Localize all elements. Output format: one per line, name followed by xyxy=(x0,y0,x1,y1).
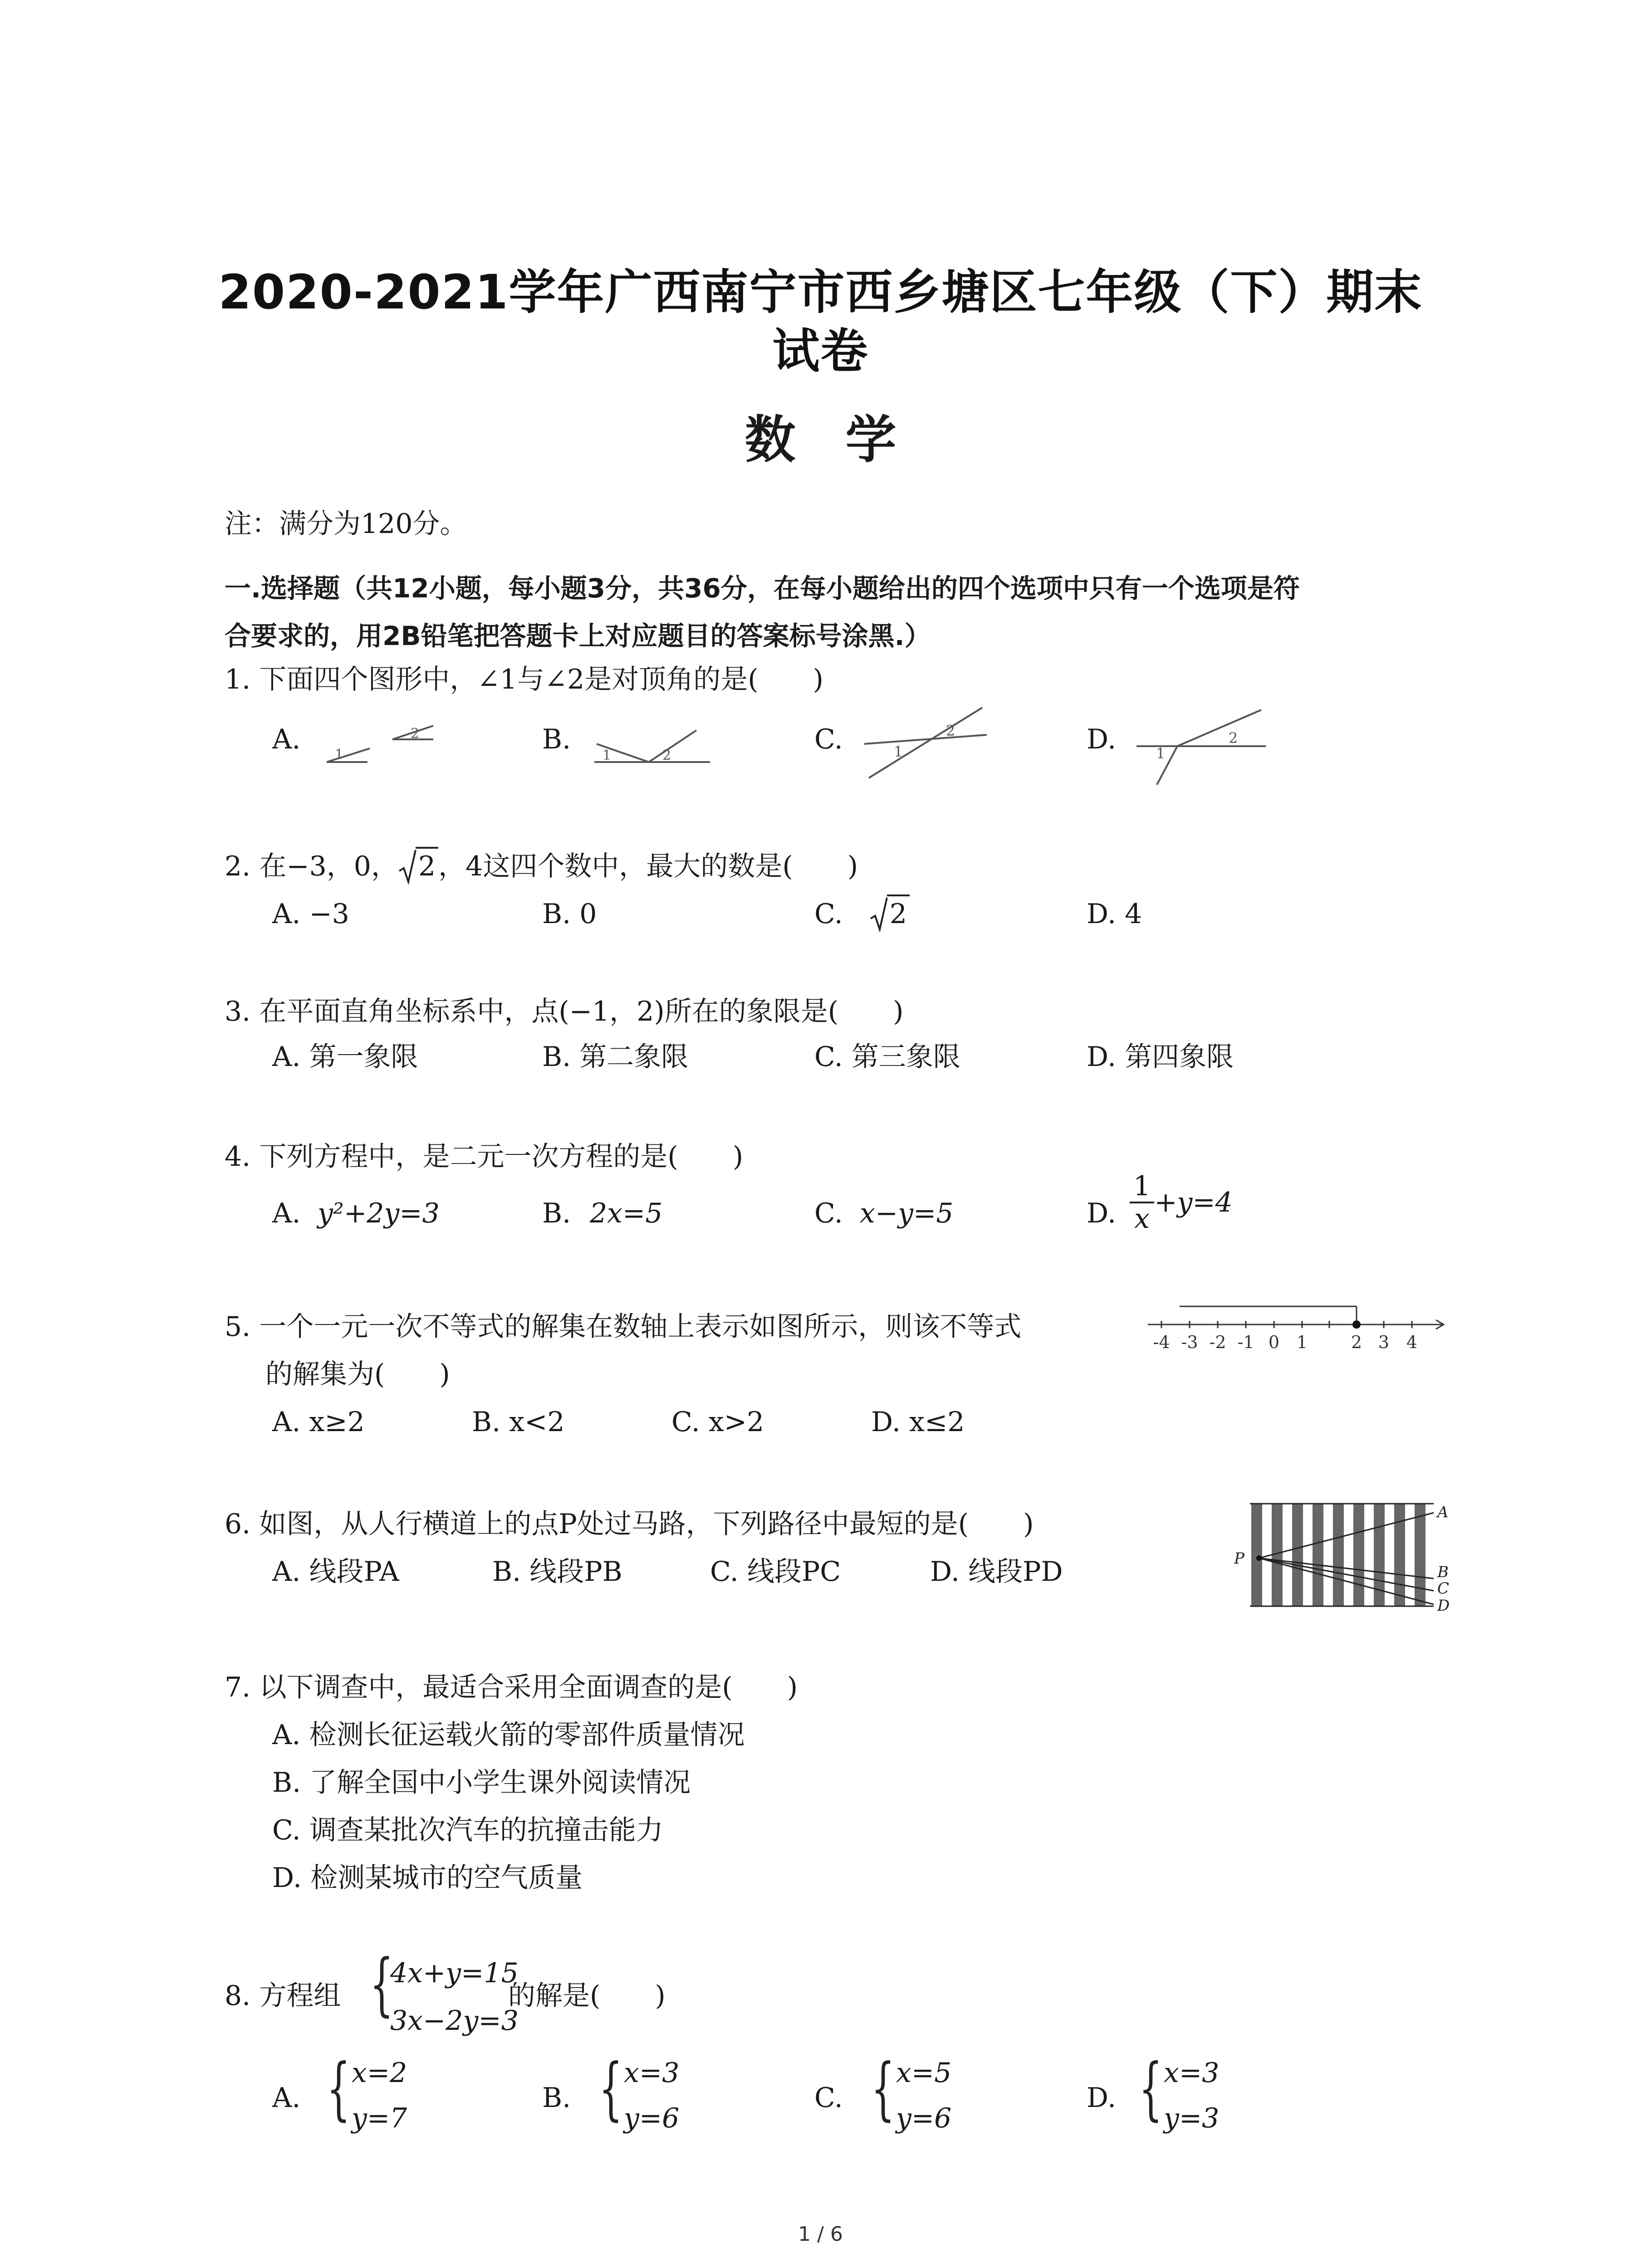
q2-sqrt xyxy=(398,850,438,882)
q8-option-c-brace: { xyxy=(871,2049,895,2128)
q6-label-c: C xyxy=(1437,1579,1450,1598)
q4-option-d-denominator: x xyxy=(1134,1203,1150,1235)
q8-option-b-x: x=3 xyxy=(624,2057,680,2089)
q2-option-a: A. −3 xyxy=(272,898,349,930)
q5-tick-label: 4 xyxy=(1406,1332,1418,1352)
q1-figure-a xyxy=(318,719,445,769)
q1-c-angle2: 2 xyxy=(946,722,955,739)
q4-option-d-fraction xyxy=(1130,1170,1154,1235)
q2-option-d: D. 4 xyxy=(1087,898,1142,930)
q8-option-a-brace: { xyxy=(327,2049,351,2128)
q2-option-c-sqrt xyxy=(870,900,910,928)
q8-option-b-brace: { xyxy=(599,2049,623,2128)
q6-crosswalk-stripe xyxy=(1313,1504,1323,1606)
q3-option-d: D. 第四象限 xyxy=(1087,1041,1234,1073)
q4-option-d-numerator: 1 xyxy=(1130,1173,1154,1203)
q5-tick-label: 1 xyxy=(1296,1332,1308,1352)
q5-tick-label: 3 xyxy=(1378,1332,1390,1352)
q3-option-c: C. 第三象限 xyxy=(814,1041,960,1073)
q8-option-b-label: B. xyxy=(542,2082,571,2114)
page-number: 1 / 6 xyxy=(798,2223,843,2246)
q5-tick-label: -4 xyxy=(1153,1332,1170,1352)
q1-option-d-label: D. xyxy=(1087,723,1117,755)
q1-a-angle2: 2 xyxy=(411,726,420,742)
q4-option-a-expr: y²+2y=3 xyxy=(318,1198,440,1229)
q8-option-d-x: x=3 xyxy=(1164,2057,1220,2089)
exam-title-line1: 2020-2021学年广西南宁市西乡塘区七年级（下）期末 xyxy=(218,264,1423,320)
q8-option-c-label: C. xyxy=(814,2082,843,2114)
q6-crosswalk-stripe xyxy=(1353,1504,1364,1606)
q2-option-c-radicand: 2 xyxy=(887,894,910,930)
q8-option-b-y: y=6 xyxy=(624,2102,680,2134)
q5-stem-line2: 的解集为( ) xyxy=(265,1359,450,1390)
q6-option-a: A. 线段PA xyxy=(272,1556,399,1588)
q4-option-b-expr: 2x=5 xyxy=(590,1198,663,1229)
q6-crosswalk-stripe xyxy=(1394,1504,1405,1606)
q6-label-p: P xyxy=(1234,1549,1244,1568)
q6-label-b: B xyxy=(1437,1563,1449,1581)
q7-option-b: B. 了解全国中小学生课外阅读情况 xyxy=(272,1767,691,1799)
q8-stem-post: 的解是( ) xyxy=(508,1980,666,2012)
q4-option-d-expr xyxy=(1130,1170,1233,1235)
q7-option-c: C. 调查某批次汽车的抗撞击能力 xyxy=(272,1814,663,1846)
q1-b-angle2: 2 xyxy=(662,748,671,763)
q5-number-line xyxy=(1143,1297,1452,1356)
q5-tick-label: -2 xyxy=(1209,1332,1226,1352)
q6-option-b: B. 线段PB xyxy=(492,1556,622,1588)
q2-stem-pre: 2. 在−3，0， xyxy=(225,850,398,882)
q4-option-c-label: C. xyxy=(814,1198,843,1229)
q6-crosswalk-stripe xyxy=(1415,1504,1425,1606)
q8-option-a-y: y=7 xyxy=(352,2102,407,2134)
q1-option-a-label: A. xyxy=(272,723,301,755)
subject-heading: 数学 xyxy=(745,411,946,469)
q5-tick-label: 2 xyxy=(1351,1332,1362,1352)
q8-system-brace: { xyxy=(370,1945,394,2024)
q6-option-d: D. 线段PD xyxy=(930,1556,1063,1588)
q8-option-c-y: y=6 xyxy=(896,2102,952,2134)
q8-option-a-x: x=2 xyxy=(352,2057,407,2089)
q4-option-d-tail: +y=4 xyxy=(1154,1187,1233,1218)
q4-option-d-label: D. xyxy=(1087,1198,1117,1229)
q1-figure-c xyxy=(857,703,994,785)
q6-crosswalk-figure xyxy=(1234,1499,1452,1613)
score-note: 注：满分为120分。 xyxy=(225,508,467,540)
q5-option-d: D. x≤2 xyxy=(871,1406,965,1438)
q5-stem-line1: 5. 一个一元一次不等式的解集在数轴上表示如图所示，则该不等式 xyxy=(225,1311,1022,1343)
q6-option-c: C. 线段PC xyxy=(710,1556,841,1588)
q8-option-c-x: x=5 xyxy=(896,2057,952,2089)
q1-figure-b xyxy=(590,717,717,767)
q4-option-b-label: B. xyxy=(542,1198,571,1229)
q1-d-angle1: 1 xyxy=(1156,745,1166,762)
q8-equation-2: 3x−2y=3 xyxy=(390,2005,519,2037)
q5-option-b: B. x<2 xyxy=(472,1406,565,1438)
q2-option-c-label: C. xyxy=(814,898,843,930)
q1-b-angle1: 1 xyxy=(603,748,612,763)
q6-crosswalk-stripe xyxy=(1333,1504,1344,1606)
q1-stem: 1. 下面四个图形中，∠1与∠2是对顶角的是( ) xyxy=(225,664,824,695)
section1-heading-line1: 一.选择题（共12小题，每小题3分，共36分，在每小题给出的四个选项中只有一个选项是符 xyxy=(225,573,1300,604)
q1-c-angle1: 1 xyxy=(894,743,903,760)
q8-option-d-brace: { xyxy=(1139,2049,1163,2128)
q1-a-angle1: 1 xyxy=(335,747,344,763)
q2-option-b: B. 0 xyxy=(542,898,597,930)
q6-crosswalk-stripe xyxy=(1292,1504,1303,1606)
q5-tick-label: 0 xyxy=(1268,1332,1280,1352)
q4-option-a-label: A. xyxy=(272,1198,301,1229)
q8-option-d-label: D. xyxy=(1087,2082,1117,2114)
q5-option-c: C. x>2 xyxy=(671,1406,764,1438)
q8-equation-1: 4x+y=15 xyxy=(390,1957,519,1989)
q6-label-a: A xyxy=(1437,1503,1449,1521)
exam-title-line2: 试卷 xyxy=(772,323,869,379)
q1-option-c-label: C. xyxy=(814,723,843,755)
q1-figure-d xyxy=(1130,703,1275,789)
q4-option-c-expr: x−y=5 xyxy=(860,1198,954,1229)
q8-option-a-label: A. xyxy=(272,2082,301,2114)
q1-d-angle2: 2 xyxy=(1229,729,1238,747)
q2-radicand: 2 xyxy=(416,847,438,882)
q2-option-c xyxy=(814,900,910,928)
section1-heading-line2: 合要求的，用2B铅笔把答题卡上对应题目的答案标号涂黑.） xyxy=(225,621,931,651)
q3-stem: 3. 在平面直角坐标系中，点(−1，2)所在的象限是( ) xyxy=(225,996,904,1027)
q8-option-d-y: y=3 xyxy=(1164,2102,1220,2134)
q3-option-b: B. 第二象限 xyxy=(542,1041,689,1073)
q3-option-a: A. 第一象限 xyxy=(272,1041,418,1073)
q4-stem: 4. 下列方程中，是二元一次方程的是( ) xyxy=(225,1141,744,1173)
q7-option-a: A. 检测长征运载火箭的零部件质量情况 xyxy=(272,1719,745,1751)
q7-stem: 7. 以下调查中，最适合采用全面调查的是( ) xyxy=(225,1672,798,1703)
q6-crosswalk-stripe xyxy=(1251,1504,1262,1606)
q2-stem xyxy=(225,850,858,882)
q7-option-d: D. 检测某城市的空气质量 xyxy=(272,1862,583,1894)
q6-label-d: D xyxy=(1437,1597,1450,1613)
q1-option-b-label: B. xyxy=(542,723,571,755)
q2-stem-post: ，4这四个数中，最大的数是( ) xyxy=(438,850,858,882)
q5-tick-label: -1 xyxy=(1237,1332,1254,1352)
q5-tick-label: -3 xyxy=(1181,1332,1198,1352)
q6-stem: 6. 如图，从人行横道上的点P处过马路，下列路径中最短的是( ) xyxy=(225,1508,1034,1540)
q5-option-a: A. x≥2 xyxy=(272,1406,365,1438)
q8-stem-pre: 8. 方程组 xyxy=(225,1980,341,2012)
